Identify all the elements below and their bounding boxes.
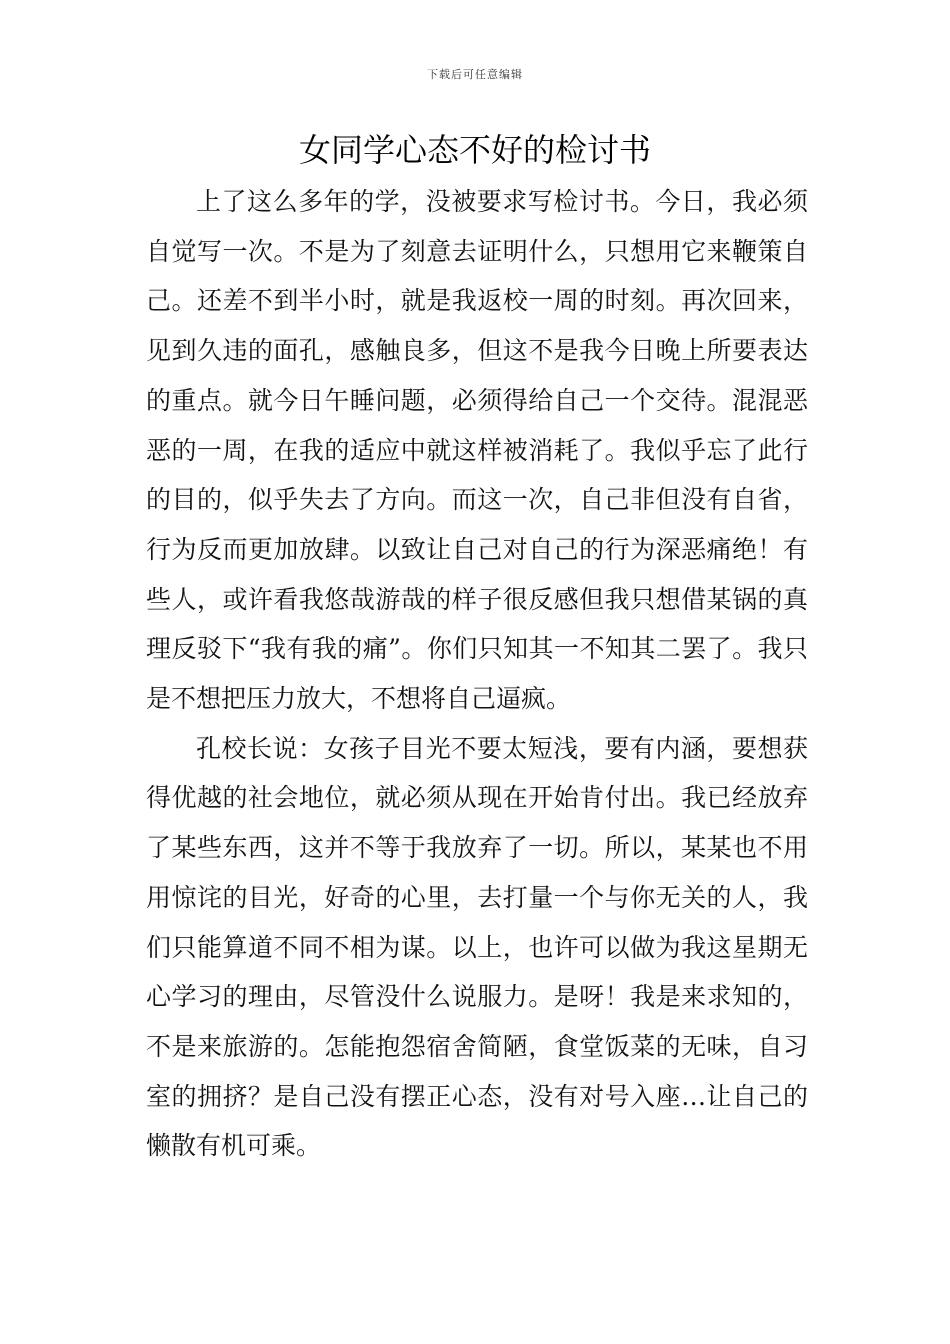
- document-title: 女同学心态不好的检讨书: [298, 131, 651, 169]
- header-note: 下载后可任意编辑: [427, 68, 523, 81]
- paragraph-2: 孔校长说：女孩子目光不要太短浅，要有内涵，要想获得优越的社会地位，就必须从现在开始肯付出。我已经放弃了某些东西，这并不等于我放弃了一切。所以，某某也不用用惊诧的目光，好奇的心里，去打量一个与你无关的人，我们只能算道不同不相为谋。以上，也许可以做为我这星期无心学习的理由，尽管没什么说服力。是呀！我是来求知的，不是来旅游的。怎能抱怨宿舍简陋，食堂饭菜的无味，自习室的拥挤？是自己没有摆正心态，没有对号入座…让自己的懒散有机可乘。: [146, 733, 808, 1161]
- document-body: [146, 177, 808, 1171]
- paragraph-1: 上了这么多年的学，没被要求写检讨书。今日，我必须自觉写一次。不是为了刻意去证明什么，只想用它来鞭策自己。还差不到半小时，就是我返校一周的时刻。再次回来，见到久违的面孔，感触良多，但这不是我今日晚上所要表达的重点。就今日午睡问题，必须得给自己一个交待。混混恶恶的一周，在我的适应中就这样被消耗了。我似乎忘了此行的目的，似乎失去了方向。而这一次，自己非但没有自省，行为反而更加放肆。以致让自己对自己的行为深恶痛绝！有些人，或许看我悠哉游哉的样子很反感但我只想借某锅的真理反驳下“我有我的痛”。你们只知其一不知其二罢了。我只是不想把压力放大，不想将自己逼疯。: [146, 187, 808, 714]
